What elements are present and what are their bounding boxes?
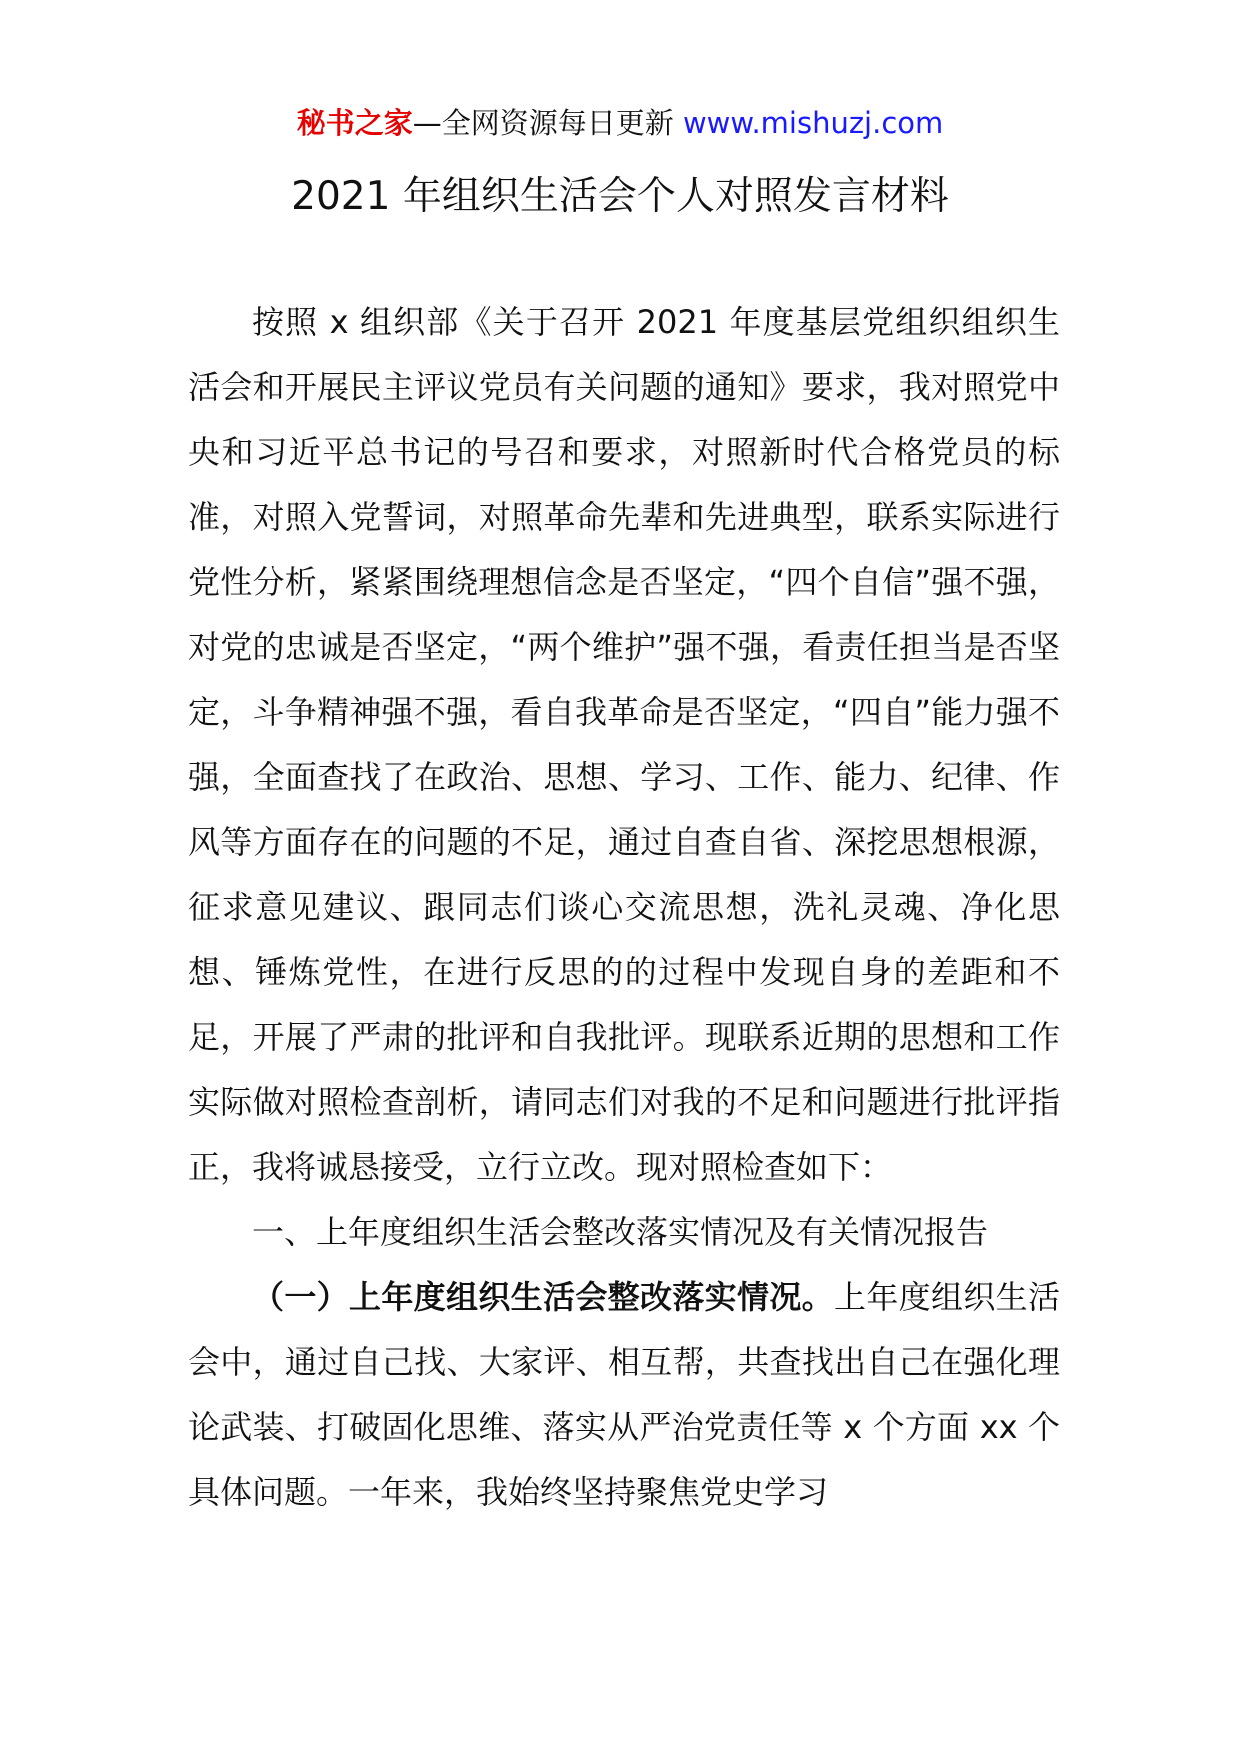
subsection-heading: （一）上年度组织生活会整改落实情况。 [252,1278,834,1316]
document-title: 2021 年组织生活会个人对照发言材料 [291,174,949,219]
subsection-text: 上年度组织生活会中，通过自己找、大家评、相互帮，共查找出自己在强化理论武装、打破固化思维、落实从严治党责任等 x 个方面 xx 个具体问题。一年来，我始终坚持聚焦党史学习 [188,1278,1060,1511]
header-slogan: —全网资源每日更新 [412,106,674,140]
subsection-paragraph [188,1265,1060,1525]
section-heading: 一、上年度组织生活会整改落实情况及有关情况报告 [252,1213,989,1251]
intro-paragraph: 按照 x 组织部《关于召开 2021 年度基层党组织组织生活会和开展民主评议党员有关问题的通知》要求，我对照党中央和习近平总书记的号召和要求，对照新时代合格党员的标准，对照入党誓词，对照革命先辈和先进典型，联系实际进行党性分析，紧紧围绕理想信念是否坚定，“四个自信”强不强，对党的忠诚是否坚定，“两个维护”强不强，看责任担当是否坚定，斗争精神强不强，看自我革命是否坚定，“四自”能力强不强，全面查找了在政治、思想、学习、工作、能力、纪律、作风等方面存在的问题的不足，通过自查自省、深挖思想根源，征求意见建议、跟同志们谈心交流思想，洗礼灵魂、净化思想、锤炼党性，在进行反思的的过程中发现自身的差距和不足，开展了严肃的批评和自我批评。现联系近期的思想和工作实际做对照检查剖析，请同志们对我的不足和问题进行批评指正，我将诚恳接受，立行立改。现对照检查如下： [188,303,1060,1186]
site-header [0,100,1240,146]
document-body [188,290,1060,1525]
site-url-link[interactable]: www.mishuzj.com [682,106,944,140]
brand-name: 秘书之家 [296,106,413,140]
